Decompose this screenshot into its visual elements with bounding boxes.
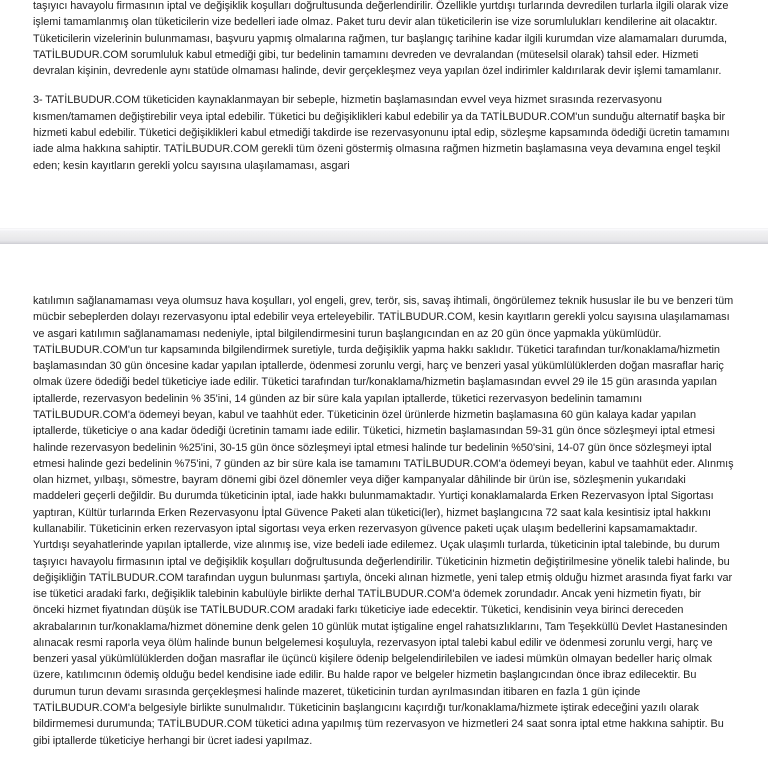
paragraph-article-3: 3- TATİLBUDUR.COM tüketiciden kaynaklanmayan bir sebeple, hizmetin başlamasından evvel veya hizmet sırasında rezervasyonu kısmen/tamamen değiştirebilir veya iptal edebilir. Tüketici bu değişiklikleri kabul edebilir ya da TATİLBUDUR.COM'un sunduğu alternatif başka bir hizmeti kabul edebilir. Tüketici değişiklikleri kabul etmediği takdirde ise rezervasyonunu iptal edip, sözleşme kapsamında ödediği ücretin tamamını iade alma hakkına sahiptir. TATİLBUDUR.COM gerekli tüm özeni göstermiş olmasına rağmen hizmetin başlamasına veya devamına engel teşkil eden; kesin kayıtların gerekli yolcu sayısına ulaşılamaması, asgari	[33, 94, 730, 172]
paragraph-transfer-conditions: taşıyıcı havayolu firmasının iptal ve değişiklik koşulları doğrultusunda değerlendirilir. Özellikle yurtdışı turlarında devredilen turlarla ilgili olarak vize işlemi tamamlanmış olan tüketicilerin vize bedelleri iade olmaz. Paket turu devir alan tüketicilerin ise vize sorumlulukları kendilerine ait olacaktır. Tüketicilerin vizelerinin bulunmaması, başvuru yapmış olmalarına rağmen, tur başlangıç tarihine kadar ilgili kurumdan vize alamamaları durumda, TATİLBUDUR.COM sorumluluk kabul etmediği gibi, tur bedelinin tamamını devreden ve devralandan (müteselsil olarak) tahsil eder. Hizmeti devralan kişinin, devredenle aynı statüde olmaması halinde, devir gerçekleşmez veya yapılan özel indirimler kaldırılarak devir işlemi tamamlanır.	[33, 0, 729, 78]
page-bottom-body	[33, 244, 735, 749]
page-top-body	[33, 0, 735, 174]
paragraph-article-3-continued: katılımın sağlanamaması veya olumsuz hava koşulları, yol engeli, grev, terör, sis, savaş ihtimali, öngörülemez teknik hususlar ile bu ve benzeri tüm mücbir sebeplerden dolayı rezervasyonu iptal edebilir veya erteleyebilir. TATİLBUDUR.COM, kesin kayıtların gerekli yolcu sayısına ulaşılamaması ve asgari katılımın sağlanamaması nedeniyle, iptal bilgilendirmesini turun başlangıcından en az 20 gün önce yapmakla yükümlüdür. TATİLBUDUR.COM'un tur kapsamında bilgilendirmek suretiyle, turda değişiklik yapma hakkı saklıdır. Tüketici tarafından tur/konaklama/hizmetin başlamasından 30 gün öncesine kadar yapılan iptallerde, ödenmesi zorunlu vergi, harç ve benzeri yasal yükümlülüklerden doğan masraflar hariç olmak üzere ödediği bedel tüketiciye iade edilir. Tüketici tarafından tur/konaklama/hizmetin başlamasından evvel 29 ile 15 gün arasında yapılan iptallerde, rezervasyon bedelinin % 35'ini, 14 günden az bir süre kala yapılan iptallerde, tüketici rezervasyon bedelinin tamamını TATİLBUDUR.COM'a ödemeyi beyan, kabul ve taahhüt eder. Tüketicinin özel ürünlerde hizmetin başlamasına 60 gün kalaya kadar yapılan iptallerde, tüketiciye o ana kadar ödediği ücretinin tamamı iade edilir. Tüketici, hizmetin başlamasından 59-31 gün önce sözleşmeyi iptal etmesi halinde rezervasyon bedelinin %25'ini, 30-15 gün önce sözleşmeyi iptal etmesi halinde tur bedelinin %50'sini, 14-07 gün önce sözleşmeyi iptal etmesi halinde gezi bedelinin %75'ini, 7 günden az bir süre kala ise tamamını TATİLBUDUR.COM'a ödemeyi beyan, kabul ve taahhüt eder. Alınmış olan hizmet, yılbaşı, sömestre, bayram dönemi gibi özel dönemler veya diğer kampanyalar dâhilinde bir ürün ise, sözleşmenin yukarıdaki maddeleri geçerli değildir. Bu durumda tüketicinin iptal, iade hakkı bulunmamaktadır. Yurtiçi konaklamalarda Erken Rezervasyon İptal Sigortası yaptıran, Kültür turlarında Erken Rezervasyonu İptal Güvence Paketi alan tüketici(ler), hizmet başlangıcına 72 saat kala kesintisiz iptal hakkını kullanabilir. Tüketicinin erken rezervasyon iptal sigortası veya erken rezervasyon güvence paketi uçak ulaşım bedellerini kapsamamaktadır. Yurtdışı seyahatlerinde yapılan iptallerde, vize alınmış ise, vize bedeli iade edilemez. Uçak ulaşımlı turlarda, tüketicinin iptal talebinde, bu durum taşıyıcı havayolu firmasının iptal ve değişiklik koşulları doğrultusunda değerlendirilir. Tüketicinin hizmetin değiştirilmesine yönelik talebi halinde, bu değişikliğin TATİLBUDUR.COM tarafından uygun bulunması şartıyla, önceki alınan hizmetle, yeni talep etmiş olduğu hizmet arasında fiyat farkı var ise tüketici aradaki farkı, değişiklik talebinin kabulüyle birlikte derhal TATİLBUDUR.COM'a ödemek zorundadır. Ancak yeni hizmetin fiyatı, bir önceki hizmet fiyatından düşük ise TATİLBUDUR.COM aradaki farkı tüketiciye iade edecektir. Tüketici, kendisinin veya birinci dereceden akrabalarının tur/konaklama/hizmet dönemine denk gelen 10 günlük mutat iştigaline engel rahatsızlıklarını, Tam Teşekküllü Devlet Hastanesinden alınacak resmi raporla veya ölüm halinde bunun belgelemesi koşuluyla, rezervasyon iptal talebi kabul edilir ve ödenmesi zorunlu vergi, harç ve benzeri yasal yükümlülüklerden doğan masraflar ile üçüncü kişilere ödenip belgelendirilebilen ve iadesi mümkün olmayan bedeller hariç olmak üzere, katılımcının ödemiş olduğu bedel kendisine iade edilir. Bu halde rapor ve belgeler hizmetin başlangıcından önce ibraz edilecektir. Bu durumun turun devamı sırasında gerçekleşmesi halinde mazeret, tüketicinin turdan ayrılmasından itibaren en fazla 1 gün içinde TATİLBUDUR.COM'a belgesiyle birlikte sunulmalıdır. Tüketicinin başlangıcını kaçırdığı tur/konaklama/hizmete iştirak edeceğini yazılı olarak bildirmemesi durumunda; TATİLBUDUR.COM tüketici adına yapılmış tüm rezervasyon ve hizmetleri 24 saat sonra iptal etme hakkına sahiptir. Bu gibi iptallerde tüketiciye herhangi bir ücret iadesi yapılmaz.	[33, 295, 734, 747]
page-separator	[0, 228, 768, 245]
document-page-bottom	[0, 244, 768, 768]
document-page-top	[0, 0, 768, 228]
